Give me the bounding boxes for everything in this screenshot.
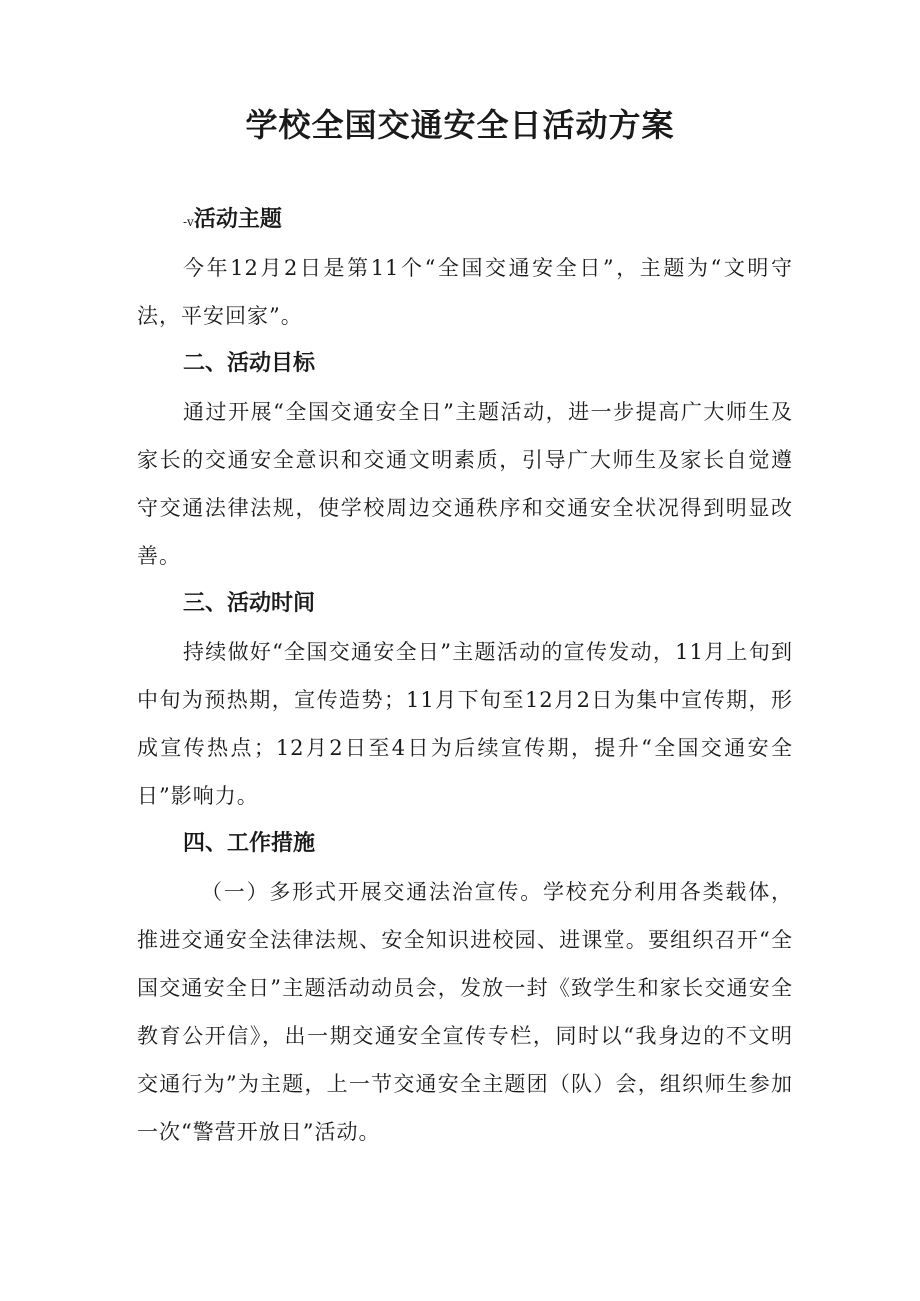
section-heading-time: 三、活动时间 xyxy=(183,591,316,616)
document-body xyxy=(137,196,793,1156)
section-heading-measures: 四、工作措施 xyxy=(183,831,316,856)
paragraph: 通过开展“全国交通安全日”主题活动，进一步提高广大师生及家长的交通安全意识和交通文明素质，引导广大师生及家长自觉遵守交通法律法规，使学校周边交通秩序和交通安全状况得到明显改善。 xyxy=(137,400,793,568)
document-title: 学校全国交通安全日活动方案 xyxy=(245,106,675,144)
heading-text: 活动主题 xyxy=(193,207,282,232)
paragraph: 持续做好“全国交通安全日”主题活动的宣传发动，11月上旬到中旬为预热期，宣传造势；11月下旬至12月2日为集中宣传期，形成宣传热点；12月2日至4日为后续宣传期，提升“全国交通安全日”影响力。 xyxy=(137,640,793,808)
section-heading-goal: 二、活动目标 xyxy=(183,351,316,376)
paragraph: （一）多形式开展交通法治宣传。学校充分利用各类载体，推进交通安全法律法规、安全知识进校园、进课堂。要组织召开“全国交通安全日”主题活动动员会，发放一封《致学生和家长交通安全教育公开信》，出一期交通安全宣传专栏，同时以“我身边的不文明交通行为”为主题，上一节交通安全主题团（队）会，组织师生参加一次“警营开放日”活动。 xyxy=(137,880,793,1144)
section-heading-theme xyxy=(137,196,793,244)
paragraph: 今年12月2日是第11个“全国交通安全日”，主题为“文明守法，平安回家”。 xyxy=(137,256,793,328)
heading-prefix: -v xyxy=(183,215,194,229)
